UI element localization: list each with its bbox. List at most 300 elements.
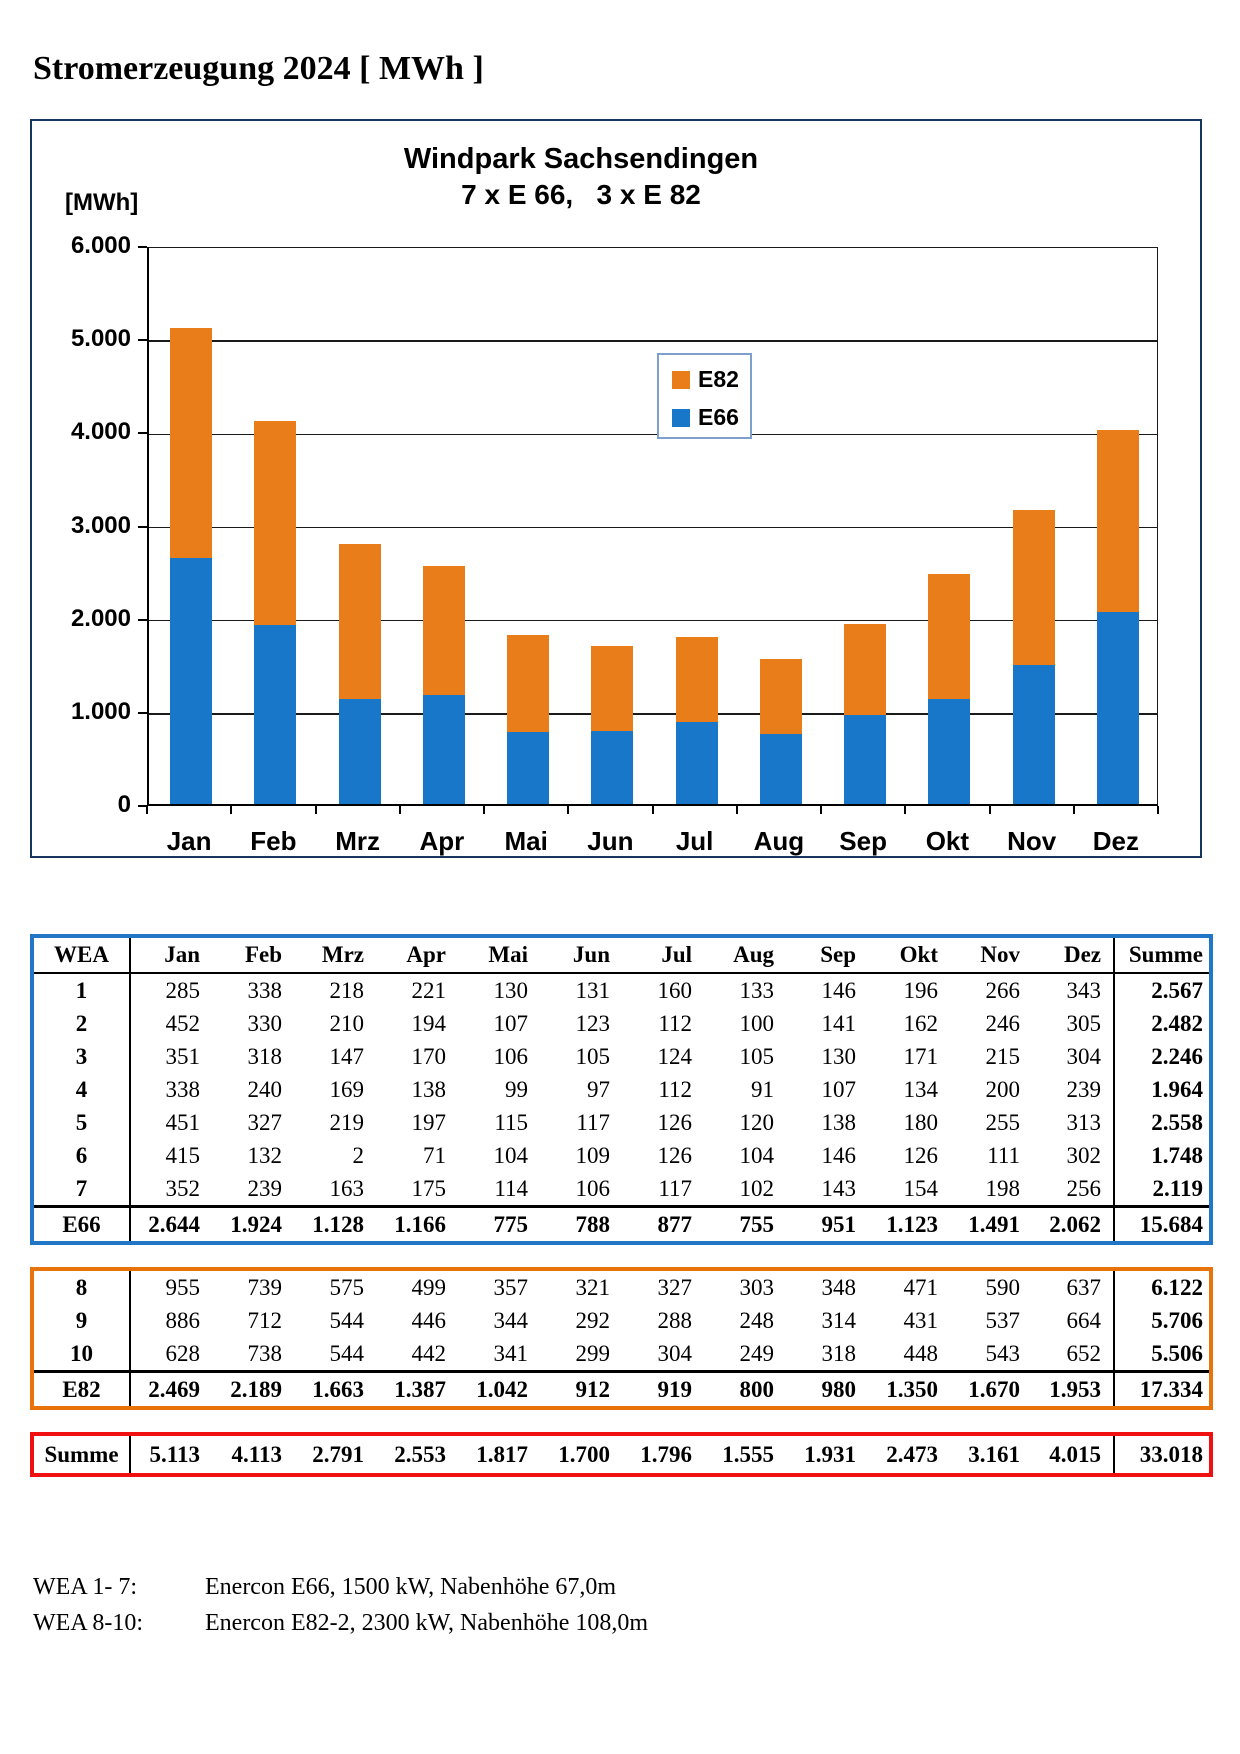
value-cell: 105 <box>575 1043 610 1069</box>
value-cell: 221 <box>411 977 446 1003</box>
bar-e82-sep <box>844 624 886 715</box>
legend-label: E82 <box>698 366 739 392</box>
bar-e82-dez <box>1097 430 1139 612</box>
value-cell: 4.015 <box>1032 1434 1114 1475</box>
value-cell: 338 <box>247 977 282 1003</box>
x-axis-month-label: Nov <box>1007 826 1057 856</box>
value-cell: 115 <box>494 1109 528 1135</box>
value-cell: 107 <box>821 1076 856 1102</box>
x-axis-month-label: Jul <box>675 826 714 856</box>
table-row-4 <box>32 1073 1211 1106</box>
value-cell: 130 <box>493 977 528 1003</box>
legend-item <box>672 366 750 393</box>
sum-cell: 6.122 <box>1114 1269 1211 1304</box>
e82-legend-swatch-icon <box>672 371 690 389</box>
value-cell: 246 <box>985 1010 1020 1036</box>
x-axis-month-label: Okt <box>925 826 970 856</box>
table-row-3 <box>32 1040 1211 1073</box>
value-cell: 99 <box>505 1076 528 1102</box>
y-axis-tick-label: 1.000 <box>70 697 131 725</box>
row-label-cell: 10 <box>32 1337 130 1372</box>
row-label-cell: 2 <box>32 1007 130 1040</box>
y-axis-tick <box>138 432 147 434</box>
x-axis-month-label: Sep <box>839 826 887 856</box>
header-month: Feb <box>212 936 294 973</box>
value-cell: 321 <box>575 1274 610 1300</box>
value-cell: 134 <box>903 1076 938 1102</box>
summe-table <box>30 1432 1213 1477</box>
table-header-row <box>32 936 1211 973</box>
header-month: Mrz <box>294 936 376 973</box>
bar-e82-feb <box>254 421 296 625</box>
value-cell: 100 <box>739 1010 774 1036</box>
value-cell: 800 <box>704 1372 786 1409</box>
gridline <box>149 713 1157 715</box>
value-cell: 200 <box>985 1076 1020 1102</box>
value-cell: 1.350 <box>868 1372 950 1409</box>
footnote-text: Enercon E82-2, 2300 kW, Nabenhöhe 108,0m <box>205 1610 649 1636</box>
sum-cell: 1.964 <box>1114 1073 1211 1106</box>
table-row-e66 <box>32 1207 1211 1244</box>
value-cell: 123 <box>575 1010 610 1036</box>
sum-cell: 2.482 <box>1114 1007 1211 1040</box>
sum-cell: 5.506 <box>1114 1337 1211 1372</box>
x-axis-tick <box>230 806 232 814</box>
chart-plot-area <box>147 247 1158 806</box>
value-cell: 299 <box>575 1340 610 1366</box>
row-label-cell: 6 <box>32 1139 130 1172</box>
bar-e66-feb <box>254 625 296 804</box>
value-cell: 304 <box>657 1340 692 1366</box>
value-cell: 210 <box>329 1010 364 1036</box>
value-cell: 71 <box>423 1142 446 1168</box>
value-cell: 91 <box>751 1076 774 1102</box>
value-cell: 1.042 <box>458 1372 540 1409</box>
bar-e82-mrz <box>339 544 381 699</box>
value-cell: 147 <box>329 1043 364 1069</box>
bar-e66-jun <box>591 731 633 804</box>
footnote-line <box>33 1610 648 1637</box>
legend-label: E66 <box>698 404 739 430</box>
value-cell: 305 <box>1066 1010 1101 1036</box>
value-cell: 2.644 <box>130 1207 212 1244</box>
value-cell: 131 <box>575 977 610 1003</box>
value-cell: 877 <box>622 1207 704 1244</box>
value-cell: 197 <box>411 1109 446 1135</box>
e66-table <box>30 934 1213 1245</box>
value-cell: 240 <box>247 1076 282 1102</box>
value-cell: 2 <box>352 1142 364 1168</box>
sum-cell: 2.558 <box>1114 1106 1211 1139</box>
x-axis-tick <box>989 806 991 814</box>
header-month: Jan <box>130 936 212 973</box>
value-cell: 143 <box>821 1175 856 1201</box>
x-axis-tick <box>399 806 401 814</box>
sum-cell: 1.748 <box>1114 1139 1211 1172</box>
value-cell: 738 <box>247 1340 282 1366</box>
x-axis-tick <box>315 806 317 814</box>
table-row-10 <box>32 1337 1211 1372</box>
value-cell: 146 <box>821 977 856 1003</box>
value-cell: 446 <box>411 1307 446 1333</box>
x-axis-month-label: Dez <box>1092 826 1139 856</box>
value-cell: 637 <box>1066 1274 1101 1300</box>
value-cell: 112 <box>658 1076 692 1102</box>
value-cell: 194 <box>411 1010 446 1036</box>
bar-e66-apr <box>423 695 465 804</box>
value-cell: 775 <box>458 1207 540 1244</box>
value-cell: 575 <box>329 1274 364 1300</box>
value-cell: 327 <box>247 1109 282 1135</box>
chart-title-line2: 7 x E 66, 3 x E 82 <box>461 179 701 210</box>
bar-e66-mrz <box>339 699 381 804</box>
bar-e82-aug <box>760 659 802 734</box>
row-label-cell: E82 <box>32 1372 130 1409</box>
value-cell: 169 <box>329 1076 364 1102</box>
gridline <box>149 620 1157 622</box>
table-row-1 <box>32 973 1211 1007</box>
value-cell: 2.469 <box>130 1372 212 1409</box>
sum-cell: 2.119 <box>1114 1172 1211 1207</box>
header-wea: WEA <box>32 936 130 973</box>
legend-item <box>672 404 750 431</box>
gridline <box>149 340 1157 342</box>
y-axis-tick-label: 3.000 <box>70 511 131 539</box>
header-month: Apr <box>376 936 458 973</box>
header-month: Okt <box>868 936 950 973</box>
bar-e66-nov <box>1013 665 1055 804</box>
value-cell: 351 <box>165 1043 200 1069</box>
value-cell: 2.062 <box>1032 1207 1114 1244</box>
x-axis-month-label: Apr <box>419 826 465 856</box>
value-cell: 452 <box>165 1010 200 1036</box>
value-cell: 130 <box>821 1043 856 1069</box>
table-row-7 <box>32 1172 1211 1207</box>
value-cell: 132 <box>247 1142 282 1168</box>
value-cell: 196 <box>903 977 938 1003</box>
x-axis-month-label: Jan <box>166 826 212 856</box>
x-axis-month-label: Aug <box>753 826 805 856</box>
value-cell: 330 <box>247 1010 282 1036</box>
value-cell: 980 <box>786 1372 868 1409</box>
value-cell: 114 <box>494 1175 528 1201</box>
value-cell: 4.113 <box>212 1434 294 1475</box>
value-cell: 2.189 <box>212 1372 294 1409</box>
value-cell: 160 <box>657 977 692 1003</box>
value-cell: 1.700 <box>540 1434 622 1475</box>
bar-e66-jul <box>676 722 718 804</box>
row-label-cell: E66 <box>32 1207 130 1244</box>
value-cell: 1.931 <box>786 1434 868 1475</box>
value-cell: 1.924 <box>212 1207 294 1244</box>
header-month: Dez <box>1032 936 1114 973</box>
x-axis-month-label: Mrz <box>335 826 381 856</box>
value-cell: 2.553 <box>376 1434 458 1475</box>
value-cell: 1.555 <box>704 1434 786 1475</box>
value-cell: 292 <box>575 1307 610 1333</box>
row-label-cell: Summe <box>32 1434 130 1475</box>
value-cell: 154 <box>903 1175 938 1201</box>
value-cell: 180 <box>903 1109 938 1135</box>
value-cell: 218 <box>329 977 364 1003</box>
table-row-e82 <box>32 1372 1211 1409</box>
value-cell: 912 <box>540 1372 622 1409</box>
value-cell: 318 <box>247 1043 282 1069</box>
value-cell: 712 <box>247 1307 282 1333</box>
value-cell: 788 <box>540 1207 622 1244</box>
chart-title-line1: Windpark Sachsendingen <box>403 143 759 175</box>
value-cell: 117 <box>658 1175 692 1201</box>
sum-cell: 17.334 <box>1114 1372 1211 1409</box>
header-month: Nov <box>950 936 1032 973</box>
value-cell: 442 <box>411 1340 446 1366</box>
row-label-cell: 5 <box>32 1106 130 1139</box>
value-cell: 652 <box>1066 1340 1101 1366</box>
x-axis-tick <box>736 806 738 814</box>
y-axis-tick <box>138 526 147 528</box>
x-axis-tick <box>652 806 654 814</box>
bar-e82-jan <box>170 328 212 558</box>
value-cell: 104 <box>493 1142 528 1168</box>
value-cell: 107 <box>493 1010 528 1036</box>
y-axis-tick <box>138 619 147 621</box>
y-axis-tick-label: 2.000 <box>70 604 131 632</box>
value-cell: 348 <box>821 1274 856 1300</box>
row-label-cell: 1 <box>32 973 130 1007</box>
y-axis-tick <box>138 712 147 714</box>
table-row-5 <box>32 1106 1211 1139</box>
e82-table <box>30 1267 1213 1410</box>
value-cell: 248 <box>739 1307 774 1333</box>
value-cell: 239 <box>247 1175 282 1201</box>
value-cell: 111 <box>987 1142 1020 1168</box>
value-cell: 471 <box>903 1274 938 1300</box>
header-summe: Summe <box>1114 936 1211 973</box>
sum-cell: 15.684 <box>1114 1207 1211 1244</box>
header-month: Aug <box>704 936 786 973</box>
value-cell: 104 <box>739 1142 774 1168</box>
value-cell: 1.953 <box>1032 1372 1114 1409</box>
value-cell: 303 <box>739 1274 774 1300</box>
value-cell: 590 <box>985 1274 1020 1300</box>
table-row-8 <box>32 1269 1211 1304</box>
row-label-cell: 7 <box>32 1172 130 1207</box>
x-axis-month-label: Jun <box>587 826 634 856</box>
bar-e82-mai <box>507 635 549 732</box>
value-cell: 431 <box>903 1307 938 1333</box>
value-cell: 343 <box>1066 977 1101 1003</box>
value-cell: 105 <box>739 1043 774 1069</box>
e66-legend-swatch-icon <box>672 409 690 427</box>
value-cell: 755 <box>704 1207 786 1244</box>
table-row-2 <box>32 1007 1211 1040</box>
x-axis-tick <box>483 806 485 814</box>
header-month: Jun <box>540 936 622 973</box>
bar-e66-aug <box>760 734 802 804</box>
value-cell: 537 <box>985 1307 1020 1333</box>
value-cell: 162 <box>903 1010 938 1036</box>
bar-e82-apr <box>423 566 465 695</box>
value-cell: 126 <box>657 1109 692 1135</box>
sum-cell: 33.018 <box>1114 1434 1211 1475</box>
y-axis-tick-label: 4.000 <box>70 418 131 446</box>
row-label-cell: 9 <box>32 1304 130 1337</box>
value-cell: 117 <box>576 1109 610 1135</box>
gridline <box>149 434 1157 436</box>
page-title: Stromerzeugung 2024 [ MWh ] <box>33 50 484 87</box>
value-cell: 2.791 <box>294 1434 376 1475</box>
value-cell: 219 <box>329 1109 364 1135</box>
x-axis-tick <box>820 806 822 814</box>
value-cell: 175 <box>411 1175 446 1201</box>
y-axis-tick <box>138 339 147 341</box>
x-axis-tick <box>1073 806 1075 814</box>
value-cell: 5.113 <box>130 1434 212 1475</box>
value-cell: 3.161 <box>950 1434 1032 1475</box>
header-month: Mai <box>458 936 540 973</box>
value-cell: 302 <box>1066 1142 1101 1168</box>
value-cell: 102 <box>739 1175 774 1201</box>
value-cell: 543 <box>985 1340 1020 1366</box>
value-cell: 1.663 <box>294 1372 376 1409</box>
value-cell: 109 <box>575 1142 610 1168</box>
value-cell: 106 <box>493 1043 528 1069</box>
value-cell: 352 <box>165 1175 200 1201</box>
table-row-6 <box>32 1139 1211 1172</box>
value-cell: 357 <box>493 1274 528 1300</box>
bar-e66-dez <box>1097 612 1139 804</box>
row-label-cell: 8 <box>32 1269 130 1304</box>
y-axis-tick <box>138 246 147 248</box>
value-cell: 314 <box>821 1307 856 1333</box>
value-cell: 1.387 <box>376 1372 458 1409</box>
bar-e82-nov <box>1013 510 1055 666</box>
value-cell: 126 <box>657 1142 692 1168</box>
value-cell: 255 <box>985 1109 1020 1135</box>
footnote-label: WEA 1- 7: <box>33 1574 137 1600</box>
value-cell: 266 <box>985 977 1020 1003</box>
value-cell: 120 <box>739 1109 774 1135</box>
value-cell: 97 <box>587 1076 610 1102</box>
row-label-cell: 4 <box>32 1073 130 1106</box>
value-cell: 313 <box>1066 1109 1101 1135</box>
value-cell: 955 <box>165 1274 200 1300</box>
value-cell: 1.123 <box>868 1207 950 1244</box>
value-cell: 239 <box>1066 1076 1101 1102</box>
value-cell: 664 <box>1066 1307 1101 1333</box>
value-cell: 163 <box>329 1175 364 1201</box>
bar-e82-okt <box>928 574 970 700</box>
value-cell: 106 <box>575 1175 610 1201</box>
value-cell: 451 <box>165 1109 200 1135</box>
value-cell: 544 <box>329 1340 364 1366</box>
value-cell: 448 <box>903 1340 938 1366</box>
x-axis-tick <box>146 806 148 814</box>
value-cell: 951 <box>786 1207 868 1244</box>
footnote-line <box>33 1574 648 1601</box>
bar-e82-jun <box>591 646 633 731</box>
chart-legend <box>657 353 752 439</box>
value-cell: 628 <box>165 1340 200 1366</box>
value-cell: 133 <box>739 977 774 1003</box>
sum-cell: 5.706 <box>1114 1304 1211 1337</box>
value-cell: 318 <box>821 1340 856 1366</box>
value-cell: 198 <box>985 1175 1020 1201</box>
value-cell: 739 <box>247 1274 282 1300</box>
sum-cell: 2.246 <box>1114 1040 1211 1073</box>
y-axis-tick-label: 5.000 <box>70 325 131 353</box>
y-axis-unit-label: [MWh] <box>65 189 139 216</box>
value-cell: 1.128 <box>294 1207 376 1244</box>
table-row-9 <box>32 1304 1211 1337</box>
value-cell: 886 <box>165 1307 200 1333</box>
value-cell: 249 <box>739 1340 774 1366</box>
value-cell: 338 <box>165 1076 200 1102</box>
value-cell: 1.670 <box>950 1372 1032 1409</box>
value-cell: 146 <box>821 1142 856 1168</box>
value-cell: 1.796 <box>622 1434 704 1475</box>
x-axis-month-label: Mai <box>504 826 548 856</box>
value-cell: 327 <box>657 1274 692 1300</box>
footnote-text: Enercon E66, 1500 kW, Nabenhöhe 67,0m <box>205 1574 617 1600</box>
value-cell: 126 <box>903 1142 938 1168</box>
bar-e66-sep <box>844 715 886 804</box>
header-month: Sep <box>786 936 868 973</box>
x-axis-tick <box>1157 806 1159 814</box>
value-cell: 1.491 <box>950 1207 1032 1244</box>
y-axis-tick-label: 6.000 <box>70 232 131 259</box>
value-cell: 215 <box>985 1043 1020 1069</box>
value-cell: 1.817 <box>458 1434 540 1475</box>
value-cell: 1.166 <box>376 1207 458 1244</box>
value-cell: 112 <box>658 1010 692 1036</box>
x-axis-month-label: Feb <box>250 826 297 856</box>
sum-cell: 2.567 <box>1114 973 1211 1007</box>
bar-e66-mai <box>507 732 549 804</box>
value-cell: 124 <box>657 1043 692 1069</box>
value-cell: 170 <box>411 1043 446 1069</box>
value-cell: 256 <box>1066 1175 1101 1201</box>
chart-frame <box>30 119 1202 858</box>
value-cell: 344 <box>493 1307 528 1333</box>
bar-e82-jul <box>676 637 718 723</box>
x-axis-tick <box>567 806 569 814</box>
x-axis-tick <box>904 806 906 814</box>
value-cell: 288 <box>657 1307 692 1333</box>
value-cell: 341 <box>493 1340 528 1366</box>
value-cell: 415 <box>165 1142 200 1168</box>
value-cell: 499 <box>411 1274 446 1300</box>
value-cell: 141 <box>821 1010 856 1036</box>
gridline <box>149 527 1157 529</box>
value-cell: 138 <box>821 1109 856 1135</box>
header-month: Jul <box>622 936 704 973</box>
table-row-summe <box>32 1434 1211 1475</box>
footnote-label: WEA 8-10: <box>33 1610 143 1636</box>
row-label-cell: 3 <box>32 1040 130 1073</box>
value-cell: 304 <box>1066 1043 1101 1069</box>
bar-e66-jan <box>170 558 212 804</box>
bar-e66-okt <box>928 699 970 804</box>
value-cell: 544 <box>329 1307 364 1333</box>
footnotes <box>33 1574 648 1637</box>
value-cell: 171 <box>903 1043 938 1069</box>
value-cell: 2.473 <box>868 1434 950 1475</box>
value-cell: 138 <box>411 1076 446 1102</box>
y-axis-tick-label: 0 <box>117 791 131 818</box>
value-cell: 285 <box>165 977 200 1003</box>
value-cell: 919 <box>622 1372 704 1409</box>
